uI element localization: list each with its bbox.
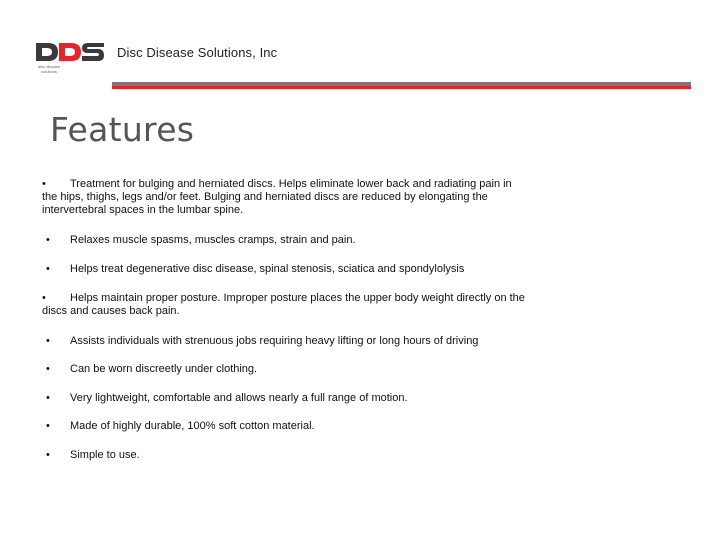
feature-item — [42, 263, 527, 276]
feature-item — [42, 234, 527, 247]
feature-text: Can be worn discreetly under clothing. — [70, 363, 258, 375]
feature-item — [42, 420, 527, 433]
feature-item — [42, 335, 527, 348]
bullet-icon: • — [42, 292, 46, 304]
feature-text: Simple to use. — [70, 449, 140, 461]
feature-item — [42, 178, 527, 217]
bullet-icon: • — [46, 263, 50, 275]
bullet-icon: • — [46, 449, 50, 461]
feature-text: Helps maintain proper posture. Improper posture places the upper body weight directly on the discs and causes back pain. — [42, 292, 525, 317]
bullet-icon: • — [46, 392, 50, 404]
feature-text: Made of highly durable, 100% soft cotton material. — [70, 420, 315, 432]
bullet-icon: • — [46, 234, 50, 246]
feature-text: Assists individuals with strenuous jobs requiring heavy lifting or long hours of driving — [70, 335, 479, 347]
feature-item — [42, 449, 527, 462]
feature-item — [42, 392, 527, 405]
feature-item — [42, 363, 527, 376]
bullet-icon: • — [42, 178, 46, 190]
feature-item — [42, 292, 527, 318]
feature-text: Treatment for bulging and herniated discs. Helps eliminate lower back and radiating pain in the hips, thighs, legs and/or feet. Bulging and herniated discs are reduced by elongating the intervertebral spaces in the lumbar spine. — [42, 178, 512, 216]
bullet-icon: • — [46, 363, 50, 375]
logo-tagline: disc disease solutions — [37, 64, 60, 74]
feature-text: Very lightweight, comfortable and allows nearly a full range of motion. — [70, 392, 408, 404]
feature-text: Relaxes muscle spasms, muscles cramps, strain and pain. — [70, 234, 356, 246]
company-name: Disc Disease Solutions, Inc — [117, 45, 278, 60]
slide-title: Features — [50, 110, 195, 149]
bullet-icon: • — [46, 335, 50, 347]
bullet-icon: • — [46, 420, 50, 432]
feature-text: Helps treat degenerative disc disease, spinal stenosis, sciatica and spondylolysis — [70, 263, 465, 275]
